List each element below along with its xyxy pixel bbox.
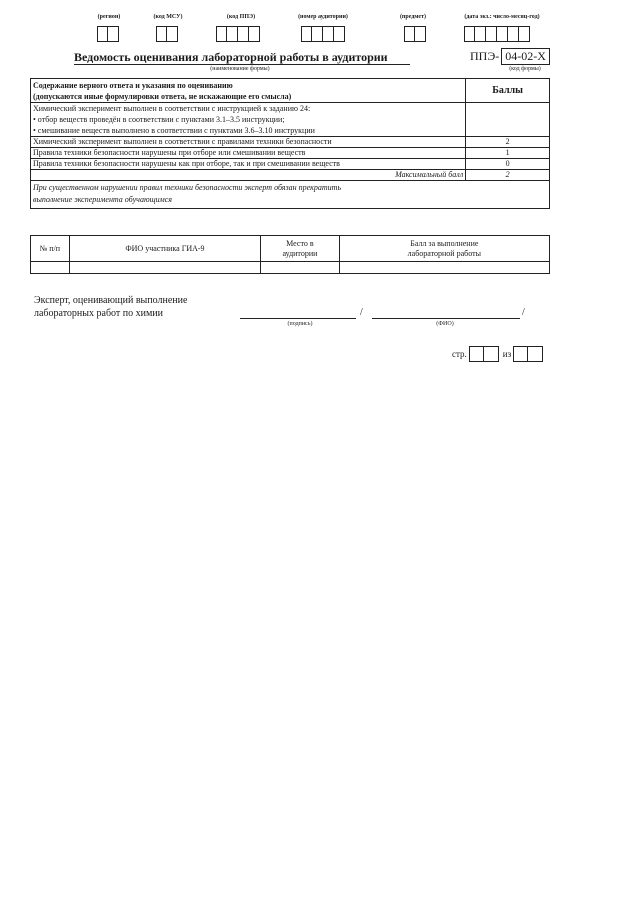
- col-score-line1: Балл за выполнение: [410, 238, 479, 248]
- col-seat-line1: Место в: [286, 238, 314, 248]
- ppe-code-cells[interactable]: [216, 26, 260, 42]
- expert-name-line[interactable]: [372, 318, 520, 319]
- eval-intro-line2: • отбор веществ проведён в соответствии с пунктами 3.1–3.5 инструкции;: [33, 115, 285, 124]
- participant-number-cell[interactable]: [31, 262, 70, 274]
- room-number-cells[interactable]: [301, 26, 345, 42]
- expert-signature-text: [34, 294, 187, 320]
- room-number-label: (номер аудитории): [298, 14, 348, 20]
- eval-max-row: [31, 170, 550, 181]
- participants-header-row: [31, 236, 550, 262]
- subject-label: (предмет): [399, 14, 427, 20]
- eval-max-label: Максимальный балл: [31, 170, 466, 181]
- eval-note-row: [31, 181, 550, 209]
- col-number-header: № п/п: [31, 236, 70, 262]
- expert-text-line2: лабораторных работ по химии: [34, 308, 164, 319]
- participant-name-cell[interactable]: [69, 262, 260, 274]
- region-label: (регион): [97, 14, 121, 20]
- signature-separator-1: /: [360, 307, 363, 318]
- eval-max-score: 2: [466, 170, 550, 181]
- eval-row: [31, 159, 550, 170]
- participant-seat-cell[interactable]: [261, 262, 339, 274]
- eval-intro-line3: • смешивание веществ выполнено в соответствии с пунктами 3.6–3.10 инструкции: [33, 126, 315, 135]
- msu-code-cells[interactable]: [156, 26, 178, 42]
- expert-text-line1: Эксперт, оценивающий выполнение: [34, 295, 188, 306]
- evaluation-criteria-table: [30, 78, 550, 209]
- of-label: из: [502, 349, 512, 359]
- participant-row[interactable]: [31, 262, 550, 274]
- exam-date-label: (дата экз.: число-месяц-год): [464, 14, 540, 20]
- eval-intro-row: [31, 103, 550, 137]
- eval-intro-cell: [31, 103, 466, 137]
- eval-row-score: 2: [466, 137, 550, 148]
- eval-intro-line1: Химический эксперимент выполнен в соответствии с инструкцией к заданию 24:: [33, 104, 311, 113]
- eval-row-score: 0: [466, 159, 550, 170]
- eval-header-criteria: [31, 79, 466, 103]
- page-label: стр.: [452, 349, 467, 359]
- eval-note-line2: выполнение эксперимента обучающимся: [33, 195, 173, 204]
- participants-table: [30, 235, 550, 274]
- region-cells[interactable]: [97, 26, 119, 42]
- title-caption: (наименование формы): [210, 66, 270, 72]
- eval-row-score: 1: [466, 148, 550, 159]
- form-code-prefix: ППЭ-: [470, 49, 500, 63]
- signature-separator-2: /: [522, 307, 525, 318]
- msu-code-label: (код МСУ): [153, 14, 183, 20]
- eval-header-line1: Содержание верного ответа и указания по оцениванию: [33, 81, 233, 90]
- page-number-cells[interactable]: [469, 346, 499, 362]
- total-pages-cells[interactable]: [513, 346, 543, 362]
- eval-row-text: Правила техники безопасности нарушены как при отборе, так и при смешивании веществ: [31, 159, 466, 170]
- col-name-header: ФИО участника ГИА-9: [69, 236, 260, 262]
- col-score-line2: лабораторной работы: [407, 248, 481, 258]
- eval-row: [31, 137, 550, 148]
- eval-header-line2: (допускаются иные формулировки ответа, не искажающие его смысла): [33, 92, 292, 101]
- eval-row: [31, 148, 550, 159]
- expert-name-caption: (ФИО): [436, 321, 454, 327]
- title-underline: [74, 64, 410, 65]
- pagination: [452, 346, 543, 362]
- eval-header-row: [31, 79, 550, 103]
- subject-cells[interactable]: [404, 26, 426, 42]
- col-score-header: [339, 236, 549, 262]
- form-code: [470, 48, 550, 65]
- eval-row-text: Правила техники безопасности нарушены при отборе или смешивании веществ: [31, 148, 466, 159]
- eval-row-text: Химический эксперимент выполнен в соответствии с правилами техники безопасности: [31, 137, 466, 148]
- col-seat-line2: аудитории: [282, 248, 318, 258]
- signature-line[interactable]: [240, 318, 356, 319]
- eval-note-line1: При существенном нарушении правил техники безопасности эксперт обязан прекратить: [33, 183, 342, 192]
- form-code-caption: (код формы): [509, 66, 541, 72]
- form-title: Ведомость оценивания лабораторной работы в аудитории: [74, 50, 388, 64]
- signature-caption: (подпись): [287, 321, 313, 327]
- eval-header-score: Баллы: [466, 79, 550, 103]
- eval-intro-score: [466, 103, 550, 137]
- participant-score-cell[interactable]: [339, 262, 549, 274]
- form-code-value: 04-02-Х: [501, 48, 550, 65]
- col-seat-header: [261, 236, 339, 262]
- ppe-code-label: (код ППЭ): [226, 14, 256, 20]
- eval-note-cell: [31, 181, 550, 209]
- exam-date-cells[interactable]: [464, 26, 530, 42]
